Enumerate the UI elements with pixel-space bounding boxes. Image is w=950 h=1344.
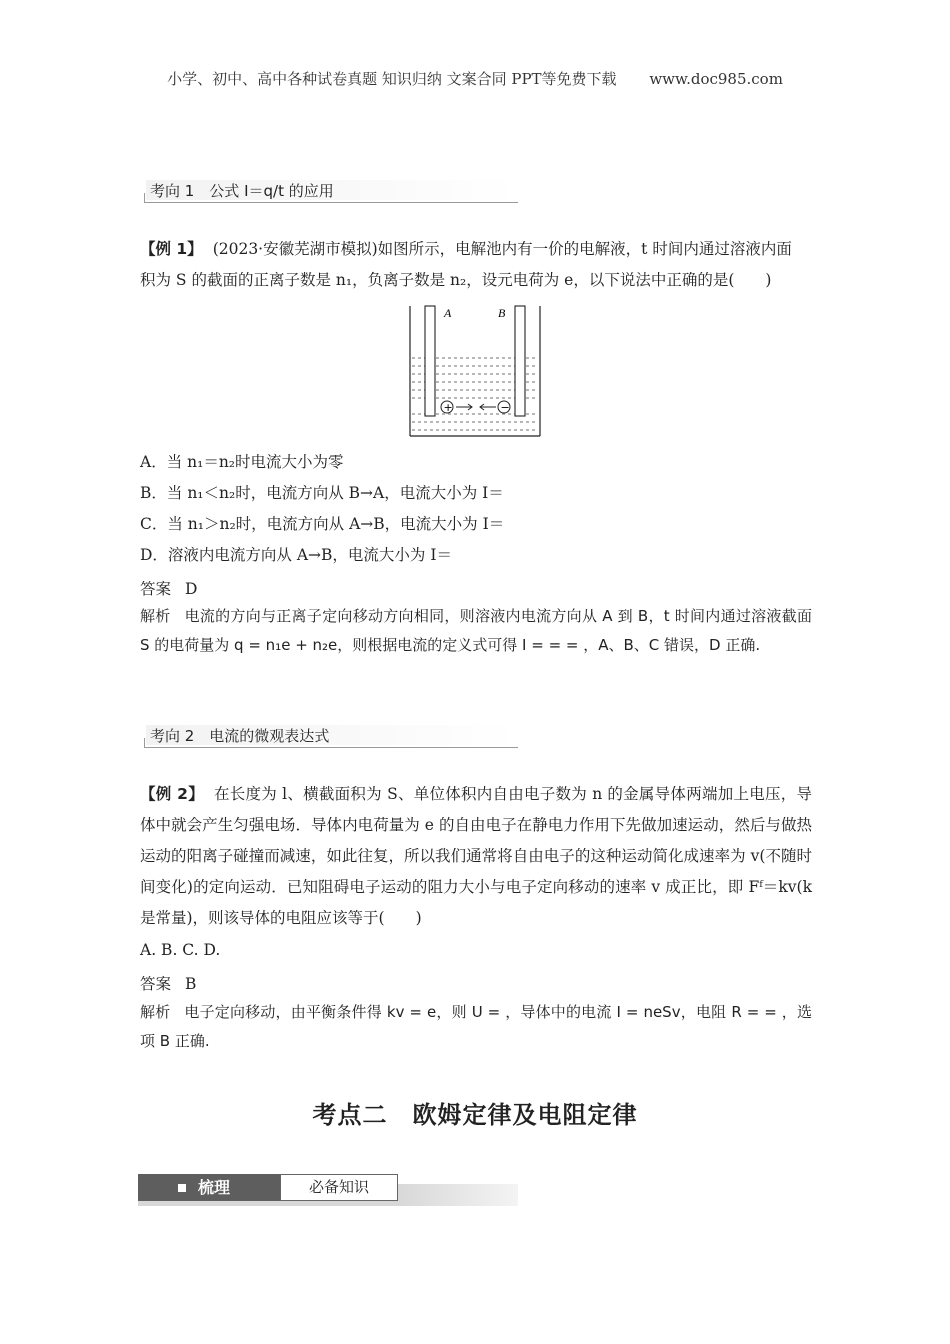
electrode-b-label: B (498, 306, 506, 320)
section-title-1: 考向 1 公式 I＝q/t 的应用 (150, 182, 334, 200)
solution-label: 解析 (140, 607, 171, 625)
square-bullet-icon (178, 1184, 186, 1192)
header-text: 小学、初中、高中各种试卷真题 知识归纳 文案合同 PPT等免费下载 (167, 70, 617, 88)
solution-text: 电流的方向与正离子定向移动方向相同，则溶液内电流方向从 A 到 B，t 时间内通过溶液截面 S 的电荷量为 q = n₁e + n₂e，则根据电流的定义式可得 I = = = ，A、B、C 错误，D 正确. (140, 607, 812, 654)
solution-label: 解析 (140, 1003, 171, 1021)
example-2-answer (140, 972, 196, 994)
example-1-option-d: D．溶液内电流方向从 A→B，电流大小为 I＝ (140, 546, 452, 564)
page-header (0, 68, 950, 89)
comb-light-tab: 必备知识 (280, 1174, 398, 1201)
comb-heading (138, 1174, 518, 1206)
electrode-b (515, 306, 525, 416)
example-2-options: A. B. C. D. (140, 941, 221, 959)
example-1-option-b: B．当 n₁＜n₂时，电流方向从 B→A，电流大小为 I＝ (140, 484, 504, 502)
comb-dark-label: 梳理 (198, 1178, 231, 1197)
section-heading-1 (140, 180, 518, 208)
section-title-2: 考向 2 电流的微观表达式 (150, 727, 330, 745)
ion-arrows (456, 404, 496, 410)
section-heading-2 (140, 725, 518, 753)
electrode-a (425, 306, 435, 416)
electrode-a-label: A (444, 306, 452, 320)
example-1-option-c: C．当 n₁＞n₂时，电流方向从 A→B，电流大小为 I＝ (140, 515, 505, 533)
example-2-text: 在长度为 l、横截面积为 S、单位体积内自由电子数为 n 的金属导体两端加上电压，导体中就会产生匀强电场．导体内电荷量为 e 的自由电子在静电力作用下先做加速运动，然后与做热运动的阳离子碰撞而减速，如此往复，所以我们通常将自由电子的这种运动简化成速率为 v(不随时间变化)的定向运动．已知阻碍电子运动的阻力大小与电子定向移动的速率 v 成正比，即 Fᶠ＝kv(k 是常量)，则该导体的电阻应该等于( ) (140, 785, 812, 927)
example-1-solution (140, 602, 812, 660)
negative-ion-sign: − (500, 401, 510, 414)
solution-text: 电子定向移动，由平衡条件得 kv = e，则 U = ，导体中的电流 I = neSv，电阻 R = = ，选项 B 正确. (140, 1003, 812, 1050)
electrolytic-cell-figure (400, 300, 550, 440)
positive-ion-sign: + (443, 401, 453, 414)
main-title: 考点二 欧姆定律及电阻定律 (312, 1101, 638, 1129)
example-1-option-a: A．当 n₁＝n₂时电流大小为零 (140, 453, 344, 471)
answer-value: B (185, 975, 197, 993)
example-1-question (140, 234, 812, 296)
example-2-tag: 【例 2】 (140, 785, 204, 803)
answer-label: 答案 (140, 975, 172, 993)
answer-value: D (185, 580, 198, 598)
example-2-question (140, 779, 812, 934)
header-site: www.doc985.com (649, 70, 783, 88)
example-1-tag: 【例 1】 (140, 240, 203, 258)
comb-dark-tab (138, 1174, 280, 1201)
answer-label: 答案 (140, 580, 172, 598)
example-1-line1: (2023·安徽芜湖市模拟)如图所示，电解池内有一价的电解液，t 时间内通过溶液内面 (212, 240, 792, 258)
example-2-solution (140, 998, 812, 1056)
example-1-answer (140, 577, 197, 599)
example-1-line2: 积为 S 的截面的正离子数是 n₁，负离子数是 n₂，设元电荷为 e，以下说法中正确的是( ) (140, 271, 772, 289)
